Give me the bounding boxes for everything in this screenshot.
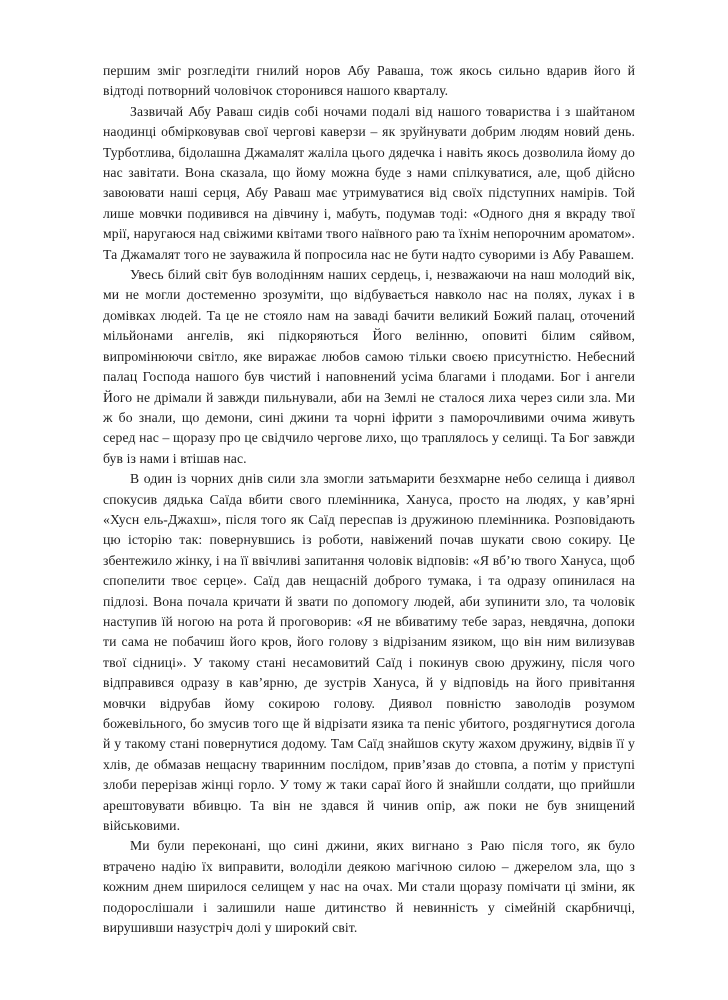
paragraph: Ми були переконані, що сині джини, яких вигнано з Раю після того, як було втрачено надію їх виправити, володіли деякою магічною силою – джерелом зла, що з кожним днем ширилося селищем у нас на очах. Ми стали щоразу помічати ці зміни, як подорослішали і залишили наше дитинство й невинність у сімейній скарбничці, вирушивши назустріч долі у широкий світ.: [103, 838, 635, 936]
paragraph-continuation: першим зміг розгледіти гнилий норов Абу Раваша, тож якось сильно вдарив його й відтоді потворний чоловічок сторонився нашого кварталу.: [103, 63, 635, 99]
paragraph: Зазвичай Абу Раваш сидів собі ночами подалі від нашого товариства і з шайтаном наодинці обмірковував свої чергові каверзи – як зруйнувати добрим людям новий день. Турботлива, бідолашна Джамалят жаліла цього дядечка і навіть якось дозволила йому до нас завітати. Вона сказала, що йому можна буде з нами спілкуватися, але, щоб дійсно завоювати наші серця, Абу Раваш має утримуватися від своїх підступних намірів. Той лише мовчки подивився на дівчину і, мабуть, подумав тоді: «Одного дня я вкраду твої мрії, наругаюся над свіжими квітами твого наївного раю та їхнім непорочним ароматом». Та Джамалят того не зауважила й попросила нас не бути надто суворими із Абу Равашем.: [103, 103, 635, 262]
paragraph: В один із чорних днів сили зла змогли затьмарити безхмарне небо селища і диявол спокусив дядька Саїда вбити свого племінника, Хануса, просто на людях, у кав’ярні «Хусн ель-Джахш», після того як Саїд переспав із дружиною племінника. Розповідають цю історію так: повернувшись із роботи, навіжений почав шукати свою сокиру. Це збентежило жінку, і на її ввічливі запитання чоловік відповів: «Я вб’ю твого Хануса, щоб спопелити твоє серце». Саїд дав нещасній доброго тумака, і та одразу опинилася на підлозі. Вона почала кричати й звати по допомогу людей, аби зупинити зло, та чоловік наступив їй ногою на рота й проговорив: «Я не вбиватиму тебе зараз, невдячна, допоки ти сама не побачиш його кров, його голову з відрізаним язиком, що він ним вилизував твої сідниці». У такому стані несамовитий Саїд і покинув свою дружину, після чого відправився одразу в кав’ярню, де зустрів Хануса, й у відповідь на його привітання мовчки відрубав йому сокирою голову. Диявол повністю заволодів розумом божевільного, бо змусив того ще й відрізати язика та пеніс убитого, роздягнутися догола й у такому стані повернутися додому. Там Саїд знайшов скуту жахом дружину, відвів її у хлів, де обмазав нещасну тваринним послідом, прив’язав до стовпа, а потім у приступі злоби перерізав жінці горло. У тому ж таки сараї його й знайшли солдати, що прийшли арештовувати вбивцю. Та він не здався й чинив опір, аж поки не був знищений військовими.: [103, 471, 635, 834]
text-block: [103, 61, 635, 938]
paragraph: Увесь білий світ був володінням наших сердець, і, незважаючи на наш молодий вік, ми не могли достеменно зрозуміти, що відбувається навколо нас на полях, луках і в домівках людей. Та це не стояло нам на заваді бачити великий Божий палац, оточений мільйонами ангелів, які підкоряються Його велінню, оповиті білим сяйвом, випромінюючи світло, яке виражає любов самою тільки своєю присутністю. Небесний палац Господа нашого був чистий і наповнений усіма благами і плодами. Бог і ангели Його не дрімали й завжди пильнували, аби на Землі не сталося лиха через сили зла. Ми ж бо знали, що демони, сині джини та чорні іфрити з паморочливими очима живуть серед нас – щоразу про це свідчило чергове лихо, що траплялось у селищі. Та Бог завжди був із нами і втішав нас.: [103, 267, 635, 466]
